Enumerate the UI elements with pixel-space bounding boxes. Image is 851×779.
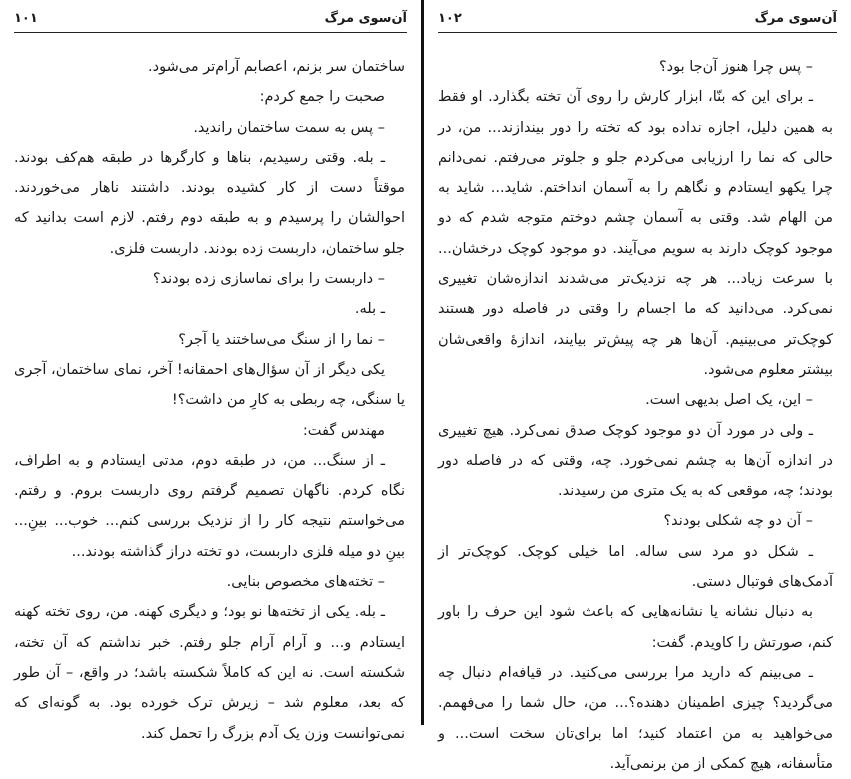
paragraph: – این، یک اصل بدیهی است. bbox=[645, 392, 813, 409]
right-page-number: ۱۰۲ bbox=[438, 10, 462, 26]
left-page-number: ۱۰۱ bbox=[14, 10, 38, 26]
paragraph: ـ می‌بینم که دارید مرا بررسی می‌کنید. در قیافه‌ام دنبال چه می‌گردید؟ چیزی اطمینان دهنده؟... من، حال شما را می‌فهمم. می‌خواهید به من اعتماد کنید؛ اما برای‌تان سخت است... و متأسفانه، هیچ کمکی از من برنمی‌آید. bbox=[438, 664, 833, 772]
paragraph: ساختمان سر بزنم، اعصابم آرام‌تر می‌شود. bbox=[148, 59, 405, 75]
paragraph: به دنبال نشانه یا نشانه‌هایی که باعث شود این حرف را باور کنم، صورتش را کاویدم. گفت: bbox=[438, 604, 833, 651]
right-page bbox=[424, 0, 851, 772]
paragraph: ـ بله. یکی از تخته‌ها نو بود؛ و دیگری کهنه. من، روی تخته کهنه ایستادم و... و آرام آرام جلو رفتم. خبر نداشتم که آن تخته، شکسته است. نه این که کاملاً شکسته باشد؛ در واقع، – آن طور که بعد، معلوم شد – زیرش ترک خورده بود. به گونه‌ای که نمی‌توانست وزن یک آدم بزرگ را تحمل کند. bbox=[14, 604, 405, 742]
paragraph: ـ بله. وقتی رسیدیم، بناها و کارگرها در طبقه هم‌کف بودند. موقتاً دست از کار کشیده بودند. داشتند ناهار می‌خوردند. احوالشان را پرسیدم و به طبقه دوم رفتم. لازم است بدانید که جلو ساختمان، داربست زده بودند. داربست فلزی. bbox=[14, 149, 405, 257]
paragraph: – نما را از سنگ می‌ساختند یا آجر؟ bbox=[178, 331, 385, 348]
paragraph: مهندس گفت: bbox=[302, 422, 385, 439]
paragraph: ـ بله. bbox=[354, 301, 385, 318]
paragraph: ـ از سنگ... من، در طبقه دوم، مدتی ایستادم و به اطراف، نگاه کردم. ناگهان تصمیم گرفتم روی داربست بروم. و رفتم. می‌خواستم نتیجه کار را از نزدیک بررسی کنم... خوب... بینِ... بینِ دو میله فلزی داربست، دو تخته دراز گذاشته بودند... bbox=[14, 452, 405, 560]
right-page-header bbox=[438, 4, 837, 33]
paragraph: ـ برای این که بنّا، ابزار کارش را روی آن تخته بگذارد. او فقط به همین دلیل، اجازه نداده بود که تخته را دور بیندازند... من، در حالی که نما را ارزیابی می‌کردم جلو و جلوتر می‌رفتم. نمی‌دانم چرا یکهو ایستادم و نگاهم را به آسمان انداختم. شاید... شاید به من الهام شد. وقتی به آسمان چشم دوختم متوجه شدم که دو موجود کوچک دارند به سویم می‌آیند. دو موجود کوچک درخشان... با سرعت زیاد... هر چه نزدیک‌تر می‌شدند اندازه‌شان تغییری نمی‌کرد. می‌دانید که ما اجسام را وقتی در فاصله دور هستند کوچک‌تر می‌بینیم. آن‌ها هر چه پیش‌تر بیایند، اندازهٔ واقعی‌شان بیشتر معلوم می‌شود. bbox=[438, 89, 833, 378]
left-page bbox=[0, 0, 424, 742]
left-page-title: آن‌سوی مرگ bbox=[324, 10, 407, 26]
paragraph: – پس چرا هنوز آن‌جا بود؟ bbox=[658, 59, 813, 75]
paragraph: ـ شکل دو مرد سی ساله. اما خیلی کوچک. کوچک‌تر از آدمک‌های فوتبال دستی. bbox=[438, 543, 833, 591]
paragraph: صحبت را جمع کردم: bbox=[259, 89, 385, 106]
paragraph: – پس به سمت ساختمان راندید. bbox=[193, 119, 385, 136]
left-page-header bbox=[14, 4, 407, 33]
paragraph: – آن دو چه شکلی بودند؟ bbox=[663, 513, 813, 530]
right-page-body bbox=[438, 52, 833, 779]
right-page-title: آن‌سوی مرگ bbox=[754, 10, 837, 26]
paragraph: – داربست را برای نماسازی زده بودند؟ bbox=[152, 271, 385, 288]
paragraph: یکی دیگر از آن سؤال‌های احمقانه! آخر، نمای ساختمان، آجری یا سنگی، چه ربطی به کارِ من داشت؟! bbox=[14, 361, 405, 409]
left-page-body bbox=[14, 52, 405, 749]
paragraph: – تخته‌های مخصوص بنایی. bbox=[226, 574, 385, 591]
paragraph: ـ ولی در مورد آن دو موجود کوچک صدق نمی‌کرد. هیچ تغییری در اندازه آن‌ها به چشم نمی‌خورد. چه، وقتی که در فاصله دور بودند؛ چه، موقعی که به یک متری من رسیدند. bbox=[438, 422, 833, 500]
